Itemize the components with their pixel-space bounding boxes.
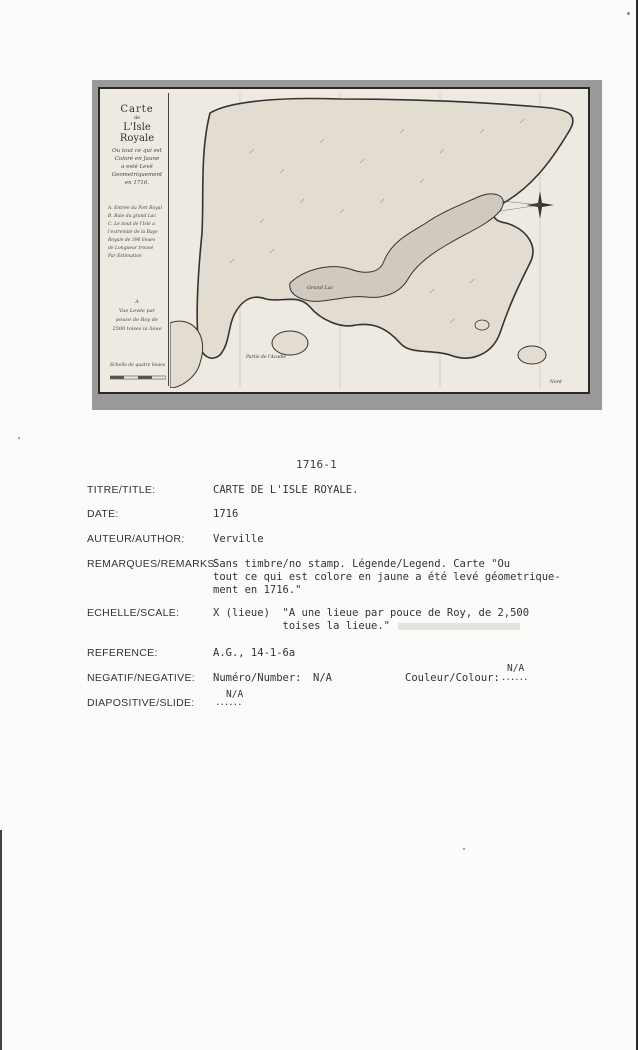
scale-value-line2: toises la lieue." — [213, 620, 391, 632]
negative-number-value: N/A — [313, 672, 332, 684]
legend-line: Par Estimation — [108, 254, 142, 259]
colour-label: Couleur/Colour: — [405, 672, 500, 684]
scan-speck — [18, 437, 20, 439]
author-label: AUTEUR/AUTHOR: — [87, 533, 185, 545]
title-label: TITRE/TITLE: — [87, 484, 156, 496]
cartouche-subtitle-line: Ou tout ce qui est — [112, 148, 162, 154]
reference-label: REFERENCE: — [87, 647, 158, 659]
scan-edge-left — [0, 830, 2, 1050]
remarks-value-line1: Sans timbre/no stamp. Légende/Legend. Carte "Ou — [213, 558, 511, 570]
cartouche-subtitle-line: a esté Levé — [121, 164, 153, 170]
legend-line: B. Baie du grand Lac — [108, 214, 157, 219]
lake-label: Grand Lac — [307, 285, 334, 291]
scan-speck — [463, 848, 465, 850]
legend-line: Royale de 396 lieues — [108, 238, 156, 243]
legend-line: de Longueur trouvé — [108, 246, 154, 251]
legend-line: A. Entrée du Port Royal — [108, 206, 162, 211]
cartouche-subtitle-line: en 1716. — [124, 180, 150, 186]
author-value: Verville — [213, 533, 264, 545]
scale-note-line: pouce de Roy de — [116, 317, 158, 323]
slide-dots: ...... — [215, 698, 242, 708]
remarks-label: REMARQUES/REMARKS: — [87, 558, 218, 570]
faint-overstrike — [398, 623, 520, 630]
slide-label: DIAPOSITIVE/SLIDE: — [87, 697, 195, 709]
cartouche-subtitle-line: Coloré en Jaune — [114, 156, 160, 162]
reference-value: A.G., 14-1-6a — [213, 647, 296, 659]
acadie-label: Partie de l'Acadie — [246, 355, 287, 360]
legend-line: l'extremité de la Baye — [108, 230, 158, 235]
remarks-value-line2: tout ce qui est colore en jaune a été levé géometrique- — [213, 571, 561, 583]
colour-dots: ...... — [501, 673, 528, 683]
map-scale-bar-label: Echelle de quatre lieues — [110, 363, 166, 368]
cartouche-title-line1: Carte — [120, 104, 154, 115]
cartouche-title-line4: Royale — [119, 133, 155, 144]
corner-label: Nord — [550, 380, 562, 385]
scale-label: ECHELLE/SCALE: — [87, 607, 180, 619]
scale-note-line: Vue Levée par — [118, 308, 156, 314]
negative-label: NEGATIF/NEGATIVE: — [87, 672, 195, 684]
remarks-value-line3: ment en 1716." — [213, 584, 302, 596]
title-value: CARTE DE L'ISLE ROYALE. — [213, 484, 359, 496]
cartouche-title-line2: de — [133, 115, 141, 121]
scale-note-line: A — [135, 299, 139, 305]
slide-value: N/A — [226, 689, 244, 700]
cartouche-title-line3: L'Isle — [123, 122, 151, 133]
record-id: 1716-1 — [296, 458, 337, 471]
scale-note-line: 2500 toises la lieue — [112, 326, 162, 332]
cartouche-subtitle-line: Geometriquement — [111, 172, 163, 178]
scale-value-line1: X (lieue) "A une lieue par pouce de Roy, de 2,500 — [213, 607, 530, 619]
date-label: DATE: — [87, 508, 119, 520]
negative-number-label: Numéro/Number: — [213, 672, 302, 684]
scan-speck — [627, 12, 630, 15]
colour-value: N/A — [507, 663, 525, 674]
legend-line: C. Le bout de l'Isle a — [108, 222, 155, 227]
date-value: 1716 — [213, 508, 239, 520]
